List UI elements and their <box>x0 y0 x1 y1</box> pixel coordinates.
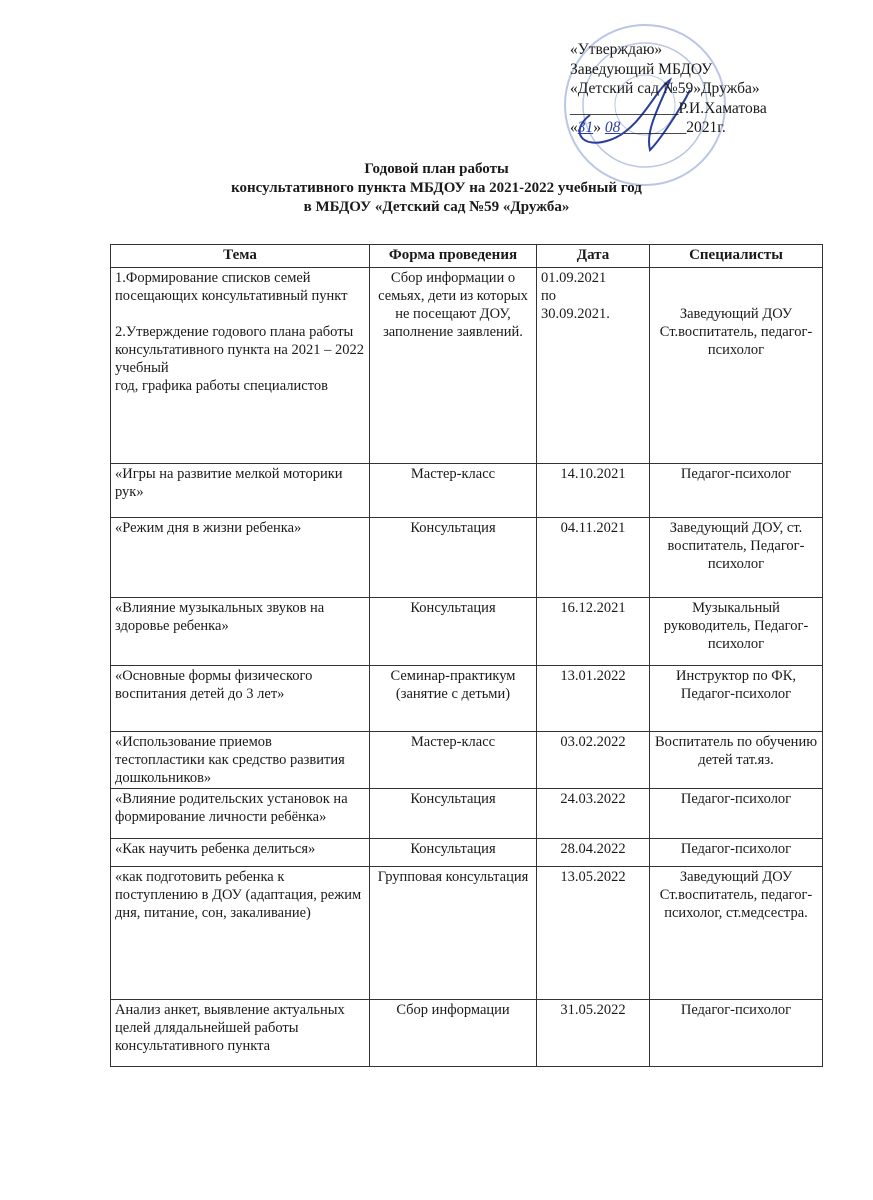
approver-position: Заведующий МБДОУ <box>570 60 713 78</box>
form-cell: Семинар-практикум (занятие с детьми) <box>370 666 537 732</box>
header-form: Форма проведения <box>370 245 537 268</box>
topic-cell: 1.Формирование списков семей посещающих консультативный пункт 2.Утверждение годового плана работы консультативного пункта на 2021 – 2022 учебный год, графика работы специалистов <box>111 268 370 464</box>
topic-cell: Анализ анкет, выявление актуальных целей длядальнейшей работы консультативного пункта <box>111 1000 370 1067</box>
form-cell: Сбор информации о семьях, дети из которых не посещают ДОУ, заполнение заявлений. <box>370 268 537 464</box>
specialists-cell: Педагог-психолог <box>650 839 823 867</box>
form-cell: Консультация <box>370 598 537 666</box>
table-row <box>111 789 823 839</box>
table-row <box>111 839 823 867</box>
form-cell: Консультация <box>370 518 537 598</box>
form-cell: Групповая консультация <box>370 867 537 1000</box>
date-cell: 13.05.2022 <box>537 867 650 1000</box>
date-cell: 28.04.2022 <box>537 839 650 867</box>
specialists-cell: Заведующий ДОУ, ст. воспитатель, Педагог-психолог <box>650 518 823 598</box>
quote: « <box>570 119 578 136</box>
topic-cell: «Как научить ребенка делиться» <box>111 839 370 867</box>
table-header-row <box>111 245 823 268</box>
topic-cell: «как подготовить ребенка к поступлению в ДОУ (адаптация, режим дня, питание, сон, закаливание) <box>111 867 370 1000</box>
topic-cell: «Игры на развитие мелкой моторики рук» <box>111 464 370 518</box>
topic-cell: «Влияние музыкальных звуков на здоровье ребенка» <box>111 598 370 666</box>
table-row <box>111 518 823 598</box>
topic-cell: «Влияние родительских установок на формирование личности ребёнка» <box>111 789 370 839</box>
form-cell: Консультация <box>370 839 537 867</box>
date-cell: 24.03.2022 <box>537 789 650 839</box>
title-line: Годовой план работы <box>364 161 509 177</box>
date-cell: 01.09.2021 по 30.09.2021. <box>537 268 650 464</box>
table-row <box>111 1000 823 1067</box>
header-date: Дата <box>537 245 650 268</box>
date-cell: 31.05.2022 <box>537 1000 650 1067</box>
header-specialists: Специалисты <box>650 245 823 268</box>
title-line: консультативного пункта МБДОУ на 2021-2022 учебный год <box>231 180 642 196</box>
form-cell: Сбор информации <box>370 1000 537 1067</box>
approval-month: 08 <box>604 119 621 136</box>
specialists-cell: Педагог-психолог <box>650 464 823 518</box>
topic-cell: «Основные формы физического воспитания детей до 3 лет» <box>111 666 370 732</box>
specialists-cell: Педагог-психолог <box>650 1000 823 1067</box>
topic-cell: «Режим дня в жизни ребенка» <box>111 518 370 598</box>
form-cell: Мастер-класс <box>370 732 537 789</box>
date-cell: 13.01.2022 <box>537 666 650 732</box>
header-topic: Тема <box>111 245 370 268</box>
specialists-cell: Заведующий ДОУ Ст.воспитатель, педагог-психолог, ст.медсестра. <box>650 867 823 1000</box>
table-row <box>111 598 823 666</box>
quote: » <box>593 119 605 136</box>
document-title <box>0 160 873 217</box>
specialists-cell: Педагог-психолог <box>650 789 823 839</box>
approval-year: ________2021г. <box>620 119 726 136</box>
table-row <box>111 464 823 518</box>
form-cell: Консультация <box>370 789 537 839</box>
date-cell: 16.12.2021 <box>537 598 650 666</box>
date-cell: 04.11.2021 <box>537 518 650 598</box>
specialists-cell: Заведующий ДОУ Ст.воспитатель, педагог-психолог <box>650 268 823 464</box>
table-row <box>111 666 823 732</box>
approval-date <box>570 118 767 138</box>
organization-name: «Детский сад №59»Дружба» <box>570 80 760 97</box>
form-cell: Мастер-класс <box>370 464 537 518</box>
topic-cell: «Использование приемов тестопластики как средство развития дошкольников» <box>111 732 370 789</box>
approver-name: ______________Р.И.Хаматова <box>570 99 767 117</box>
specialists-cell: Воспитатель по обучению детей тат.яз. <box>650 732 823 789</box>
table-row <box>111 268 823 464</box>
specialists-cell: Инструктор по ФК, Педагог-психолог <box>650 666 823 732</box>
date-cell: 03.02.2022 <box>537 732 650 789</box>
date-cell: 14.10.2021 <box>537 464 650 518</box>
approval-day: 31 <box>577 119 594 136</box>
table-row <box>111 732 823 789</box>
plan-table <box>110 244 823 1067</box>
approval-block <box>570 40 767 138</box>
table-row <box>111 867 823 1000</box>
title-line: в МБДОУ «Детский сад №59 «Дружба» <box>303 199 570 215</box>
specialists-cell: Музыкальный руководитель, Педагог-психолог <box>650 598 823 666</box>
approval-heading: «Утверждаю» <box>570 41 663 58</box>
